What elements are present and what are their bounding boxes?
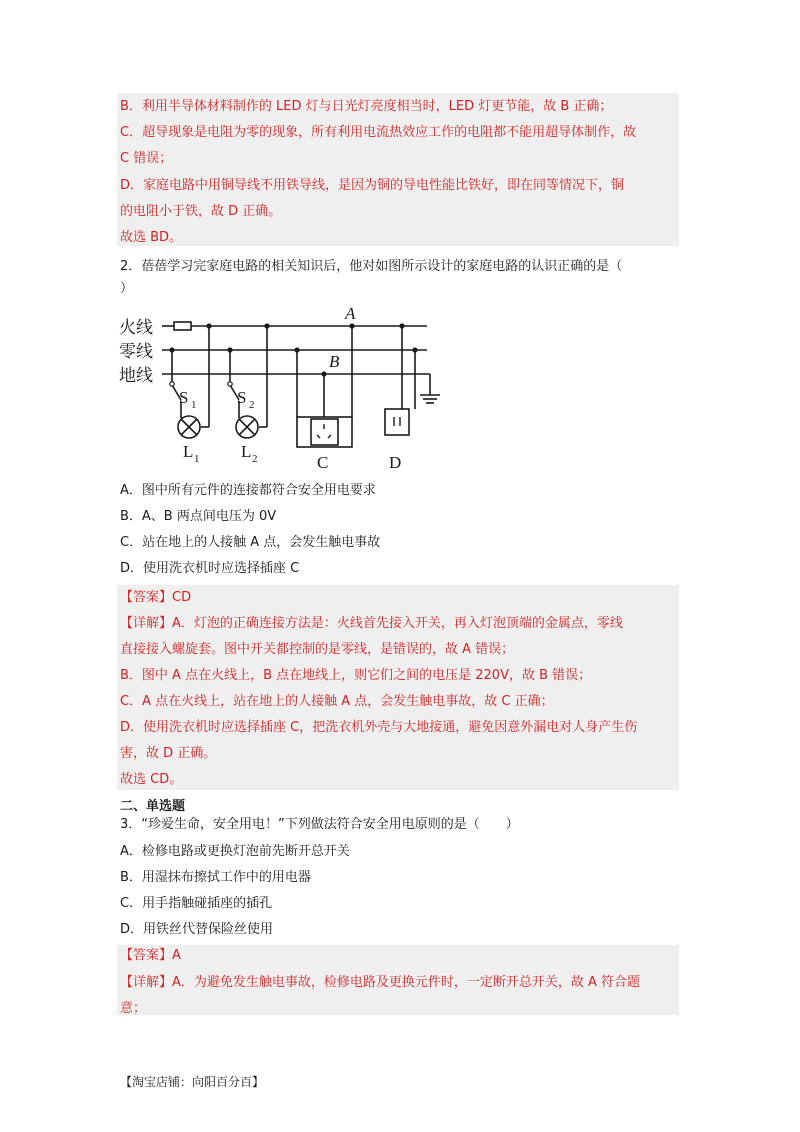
q2-explain-line: 【详解】A．灯泡的正确连接方法是：火线首先接入开关，再入灯泡顶端的金属点，零线: [120, 616, 623, 631]
socket-c-label: C: [317, 453, 329, 472]
option-c: C．站在地上的人接触 A 点，会发生触电事故: [120, 535, 381, 550]
q3-option-b: B．用湿抹布擦拭工作中的用电器: [120, 870, 311, 885]
footer-shop-label: 【淘宝店铺：向阳百分百】: [120, 1075, 265, 1089]
q2-explain-line: 害，故 D 正确。: [120, 746, 217, 761]
prev-explain-line: C．超导现象是电阻为零的现象，所有利用电流热效应工作的电阻都不能用超导体制作，故: [120, 125, 637, 140]
point-a-label: A: [345, 305, 356, 323]
question-3-stem: 3．“珍爱生命，安全用电！”下列做法符合安全用电原则的是（ ）: [120, 817, 519, 832]
lamp-l2-subscript: 2: [252, 453, 258, 465]
household-circuit-diagram: [117, 305, 447, 477]
q2-conclusion: 故选 CD。: [120, 772, 183, 787]
switch-s2-label: S: [237, 388, 247, 407]
ground-wire-label: 地线: [119, 366, 153, 385]
live-wire-label: 火线: [119, 318, 153, 337]
q2-answer: 【答案】CD: [120, 590, 192, 605]
q3-option-c: C．用手指触碰插座的插孔: [120, 896, 273, 911]
q3-explain-line: 【详解】A．为避免发生触电事故，检修电路及更换元件时，一定断开总开关，故 A 符合题: [120, 975, 641, 990]
question-2-stem-end: ）: [120, 281, 134, 296]
q2-explain-line: D．使用洗衣机时应选择插座 C，把洗衣机外壳与大地接通，避免因意外漏电对人身产生伤: [120, 720, 638, 735]
prev-conclusion: 故选 BD。: [120, 230, 183, 245]
lamp-l1-label: L: [183, 442, 194, 461]
option-d: D．使用洗衣机时应选择插座 C: [120, 561, 300, 576]
prev-explain-line: D．家庭电路中用铜导线不用铁导线，是因为铜的导电性能比铁好，即在同等情况下，铜: [120, 178, 625, 193]
prev-explain-line: 的电阻小于铁，故 D 正确。: [120, 204, 282, 219]
switch-s1-subscript: 1: [191, 399, 197, 411]
option-a: A．图中所有元件的连接都符合安全用电要求: [120, 483, 376, 498]
point-b-label: B: [329, 352, 340, 371]
switch-s2-subscript: 2: [249, 399, 255, 411]
q2-explain-line: C．A 点在火线上，站在地上的人接触 A 点，会发生触电事故，故 C 正确；: [120, 694, 554, 709]
question-2-stem: 2．蓓蓓学习完家庭电路的相关知识后，他对如图所示设计的家庭电路的认识正确的是（: [120, 259, 623, 274]
section-title: 二、单选题: [120, 799, 186, 814]
q3-explain-line: 意；: [120, 1001, 147, 1016]
lamp-l1-subscript: 1: [194, 453, 200, 465]
option-b: B．A、B 两点间电压为 0V: [120, 509, 277, 524]
switch-s1-label: S: [179, 388, 189, 407]
lamp-l2-label: L: [241, 442, 252, 461]
prev-explain-line: B．利用半导体材料制作的 LED 灯与日光灯亮度相当时，LED 灯更节能，故 B 正确；: [120, 99, 613, 114]
q2-explain-line: B．图中 A 点在火线上，B 点在地线上，则它们之间的电压是 220V，故 B 错误；: [120, 668, 592, 683]
q3-option-d: D．用铁丝代替保险丝使用: [120, 922, 274, 937]
prev-explain-line: C 错误；: [120, 151, 173, 166]
neutral-wire-label: 零线: [119, 342, 153, 361]
q3-option-a: A．检修电路或更换灯泡前先断开总开关: [120, 844, 350, 859]
socket-d-label: D: [389, 453, 402, 472]
q2-explain-line: 直接接入螺旋套。图中开关都控制的是零线，是错误的，故 A 错误；: [120, 642, 515, 657]
q3-answer: 【答案】A: [120, 948, 181, 963]
